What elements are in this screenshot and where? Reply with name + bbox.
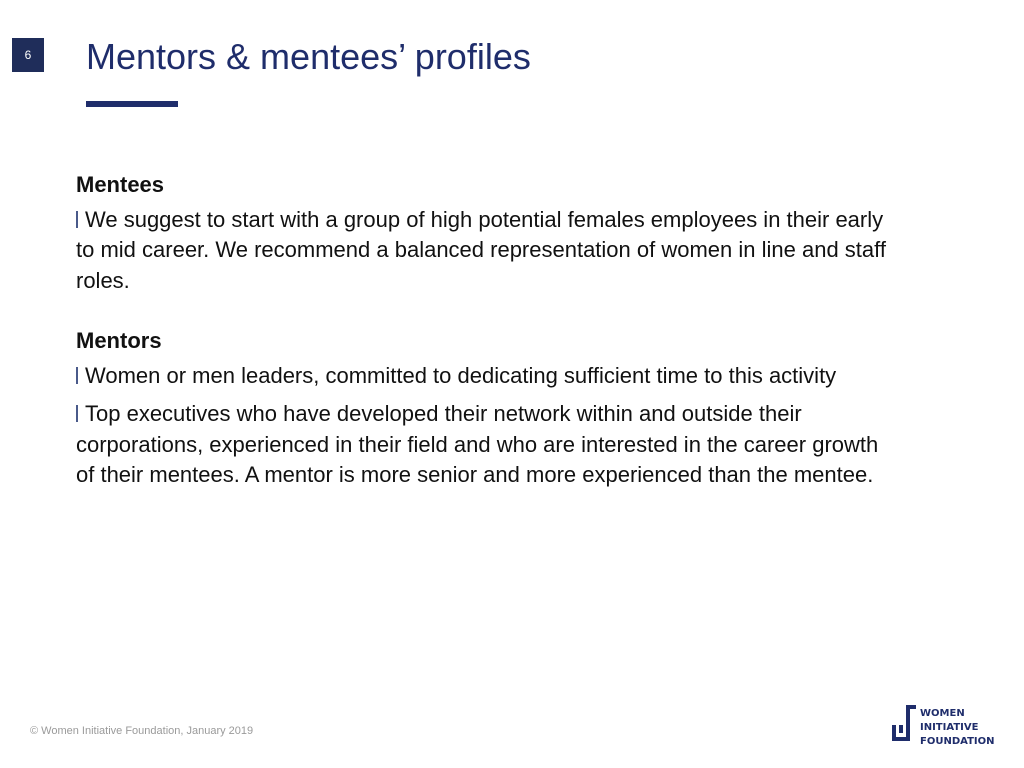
- slide-number: 6: [24, 48, 32, 62]
- slide-number-badge: [12, 38, 44, 72]
- bullet-marker-icon: [76, 405, 78, 422]
- logo-line-initiative: INITIATIVE: [920, 722, 979, 733]
- title-underline: [86, 101, 178, 107]
- mentors-bullet: [76, 399, 896, 491]
- logo-text: [920, 707, 995, 749]
- mentors-section: [76, 326, 896, 491]
- foundation-logo: [892, 703, 998, 751]
- mentees-bullet: [76, 205, 896, 297]
- slide-content: [76, 170, 896, 491]
- slide-title: Mentors & mentees’ profiles: [86, 36, 531, 77]
- logo-line-foundation: FOUNDATION: [920, 736, 995, 747]
- bullet-marker-icon: [76, 367, 78, 384]
- mentors-heading: Mentors: [76, 328, 162, 353]
- bullet-text: Women or men leaders, committed to dedicating sufficient time to this activity: [85, 362, 837, 388]
- bullet-marker-icon: [76, 211, 78, 228]
- logo-line-women: WOMEN: [920, 708, 965, 719]
- mentees-heading: Mentees: [76, 172, 165, 197]
- bullet-text: Top executives who have developed their network within and outside their corporations, experienced in their field and who are interested in the career growth of their mentees. A mentor is more senior and more experienced than the mentee.: [76, 401, 879, 487]
- mentors-bullet: [76, 361, 896, 392]
- mentees-section: [76, 170, 896, 296]
- footer-copyright: © Women Initiative Foundation, January 2019: [30, 725, 254, 737]
- bullet-text: We suggest to start with a group of high potential females employees in their early to mid career. We recommend a balanced representation of women in line and staff roles.: [76, 206, 886, 293]
- logo-mark-icon: [892, 703, 918, 747]
